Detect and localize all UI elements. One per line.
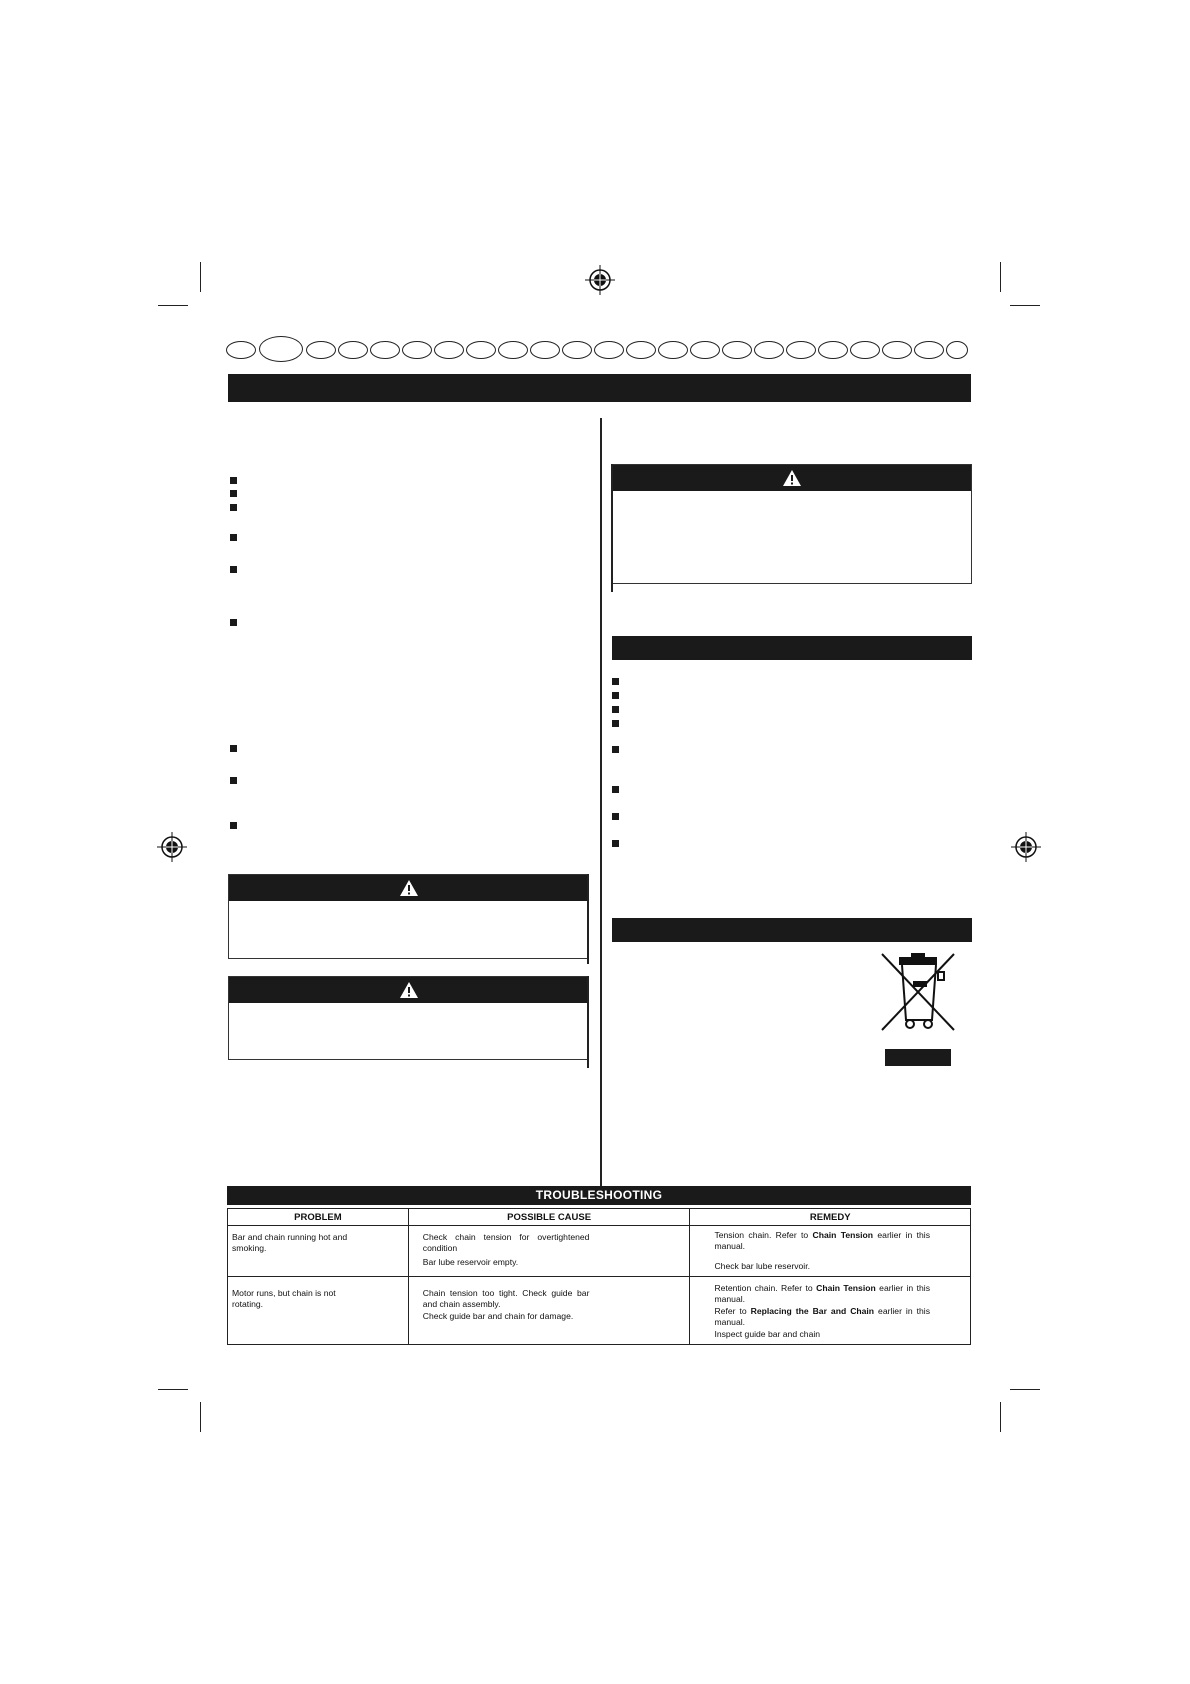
bullet-marker <box>230 566 237 573</box>
crop-mark <box>1000 262 1001 292</box>
column-header-remedy: REMEDY <box>690 1209 971 1226</box>
cause-text: Chain tension too tight. Check guide bar and chain assembly. <box>422 1288 590 1309</box>
bullet-marker <box>612 813 619 820</box>
bullet-marker <box>612 692 619 699</box>
bullet-marker <box>612 706 619 713</box>
warning-triangle-icon <box>399 879 419 897</box>
warning-box <box>228 976 589 1060</box>
warning-box-edge <box>611 464 613 592</box>
crop-mark <box>1000 1402 1001 1432</box>
problem-text: Motor runs, but chain is not rotating. <box>232 1288 336 1309</box>
language-tab[interactable] <box>882 341 912 359</box>
crossed-out-wheelie-bin-icon <box>876 950 960 1034</box>
bullet-marker <box>230 490 237 497</box>
language-tab[interactable] <box>850 341 880 359</box>
crop-mark <box>158 305 188 306</box>
column-header-cause: POSSIBLE CAUSE <box>408 1209 690 1226</box>
bullet-marker <box>230 534 237 541</box>
language-tab[interactable] <box>370 341 400 359</box>
bullet-marker <box>612 678 619 685</box>
bullet-marker <box>230 745 237 752</box>
language-tab[interactable] <box>722 341 752 359</box>
problem-cell <box>228 1277 409 1345</box>
language-tab[interactable] <box>338 341 368 359</box>
troubleshooting-table <box>227 1208 971 1345</box>
registration-crosshair-icon <box>1011 832 1041 862</box>
language-tab[interactable] <box>626 341 656 359</box>
language-tab[interactable] <box>562 341 592 359</box>
bullet-marker <box>230 619 237 626</box>
section-heading-bar <box>612 918 972 942</box>
language-tab[interactable] <box>498 341 528 359</box>
warning-header <box>613 465 971 491</box>
language-tab[interactable] <box>434 341 464 359</box>
bullet-marker <box>230 822 237 829</box>
warning-header <box>229 875 588 901</box>
language-tab-row <box>226 341 968 361</box>
weee-label-bar <box>885 1049 951 1066</box>
column-divider <box>600 418 602 1186</box>
language-tab[interactable] <box>946 341 968 359</box>
language-tab[interactable] <box>690 341 720 359</box>
language-tab[interactable] <box>530 341 560 359</box>
registration-crosshair-icon <box>157 832 187 862</box>
language-tab[interactable] <box>466 341 496 359</box>
section-title-bar <box>228 374 971 402</box>
registration-crosshair-icon <box>585 265 615 295</box>
cause-text: Check chain tension for overtightened condition <box>422 1232 590 1253</box>
table-header-row <box>228 1209 971 1226</box>
cause-cell <box>408 1277 690 1345</box>
language-tab[interactable] <box>786 341 816 359</box>
language-tab[interactable] <box>754 341 784 359</box>
crop-mark <box>1010 1389 1040 1390</box>
remedy-text: Check bar lube reservoir. <box>714 1261 810 1271</box>
crop-mark <box>1010 305 1040 306</box>
cause-text: Check guide bar and chain for damage. <box>422 1311 574 1321</box>
bullet-marker <box>612 840 619 847</box>
language-tab[interactable] <box>658 341 688 359</box>
warning-triangle-icon <box>782 469 802 487</box>
table-row <box>228 1277 971 1345</box>
warning-triangle-icon <box>399 981 419 999</box>
cause-text: Bar lube reservoir empty. <box>422 1257 519 1267</box>
bullet-marker <box>230 504 237 511</box>
remedy-cell <box>690 1277 971 1345</box>
bullet-marker <box>612 786 619 793</box>
remedy-cell <box>690 1226 971 1277</box>
bullet-marker <box>230 477 237 484</box>
language-tab[interactable] <box>306 341 336 359</box>
remedy-text: Refer to Replacing the Bar and Chain earlier in this manual. <box>714 1306 930 1327</box>
language-tab[interactable] <box>402 341 432 359</box>
problem-cell <box>228 1226 409 1277</box>
remedy-text: Retention chain. Refer to Chain Tension earlier in this manual. <box>714 1283 930 1304</box>
language-tab-active[interactable] <box>259 336 303 362</box>
cause-cell <box>408 1226 690 1277</box>
language-tab[interactable] <box>914 341 944 359</box>
warning-header <box>229 977 588 1003</box>
remedy-text: Inspect guide bar and chain <box>714 1329 821 1339</box>
troubleshooting-title: TROUBLESHOOTING <box>227 1186 971 1205</box>
table-row <box>228 1226 971 1277</box>
section-heading-bar <box>612 636 972 660</box>
bullet-marker <box>230 777 237 784</box>
warning-box-edge <box>587 976 589 1068</box>
language-tab[interactable] <box>226 341 256 359</box>
warning-box <box>228 874 589 959</box>
remedy-text: Tension chain. Refer to Chain Tension earlier in this manual. <box>714 1230 930 1251</box>
crop-mark <box>200 1402 201 1432</box>
warning-box <box>612 464 972 584</box>
bullet-marker <box>612 746 619 753</box>
bullet-marker <box>612 720 619 727</box>
language-tab[interactable] <box>818 341 848 359</box>
crop-mark <box>158 1389 188 1390</box>
language-tab[interactable] <box>594 341 624 359</box>
column-header-problem: PROBLEM <box>228 1209 409 1226</box>
problem-text: Bar and chain running hot and smoking. <box>232 1232 348 1253</box>
warning-box-edge <box>587 874 589 964</box>
crop-mark <box>200 262 201 292</box>
